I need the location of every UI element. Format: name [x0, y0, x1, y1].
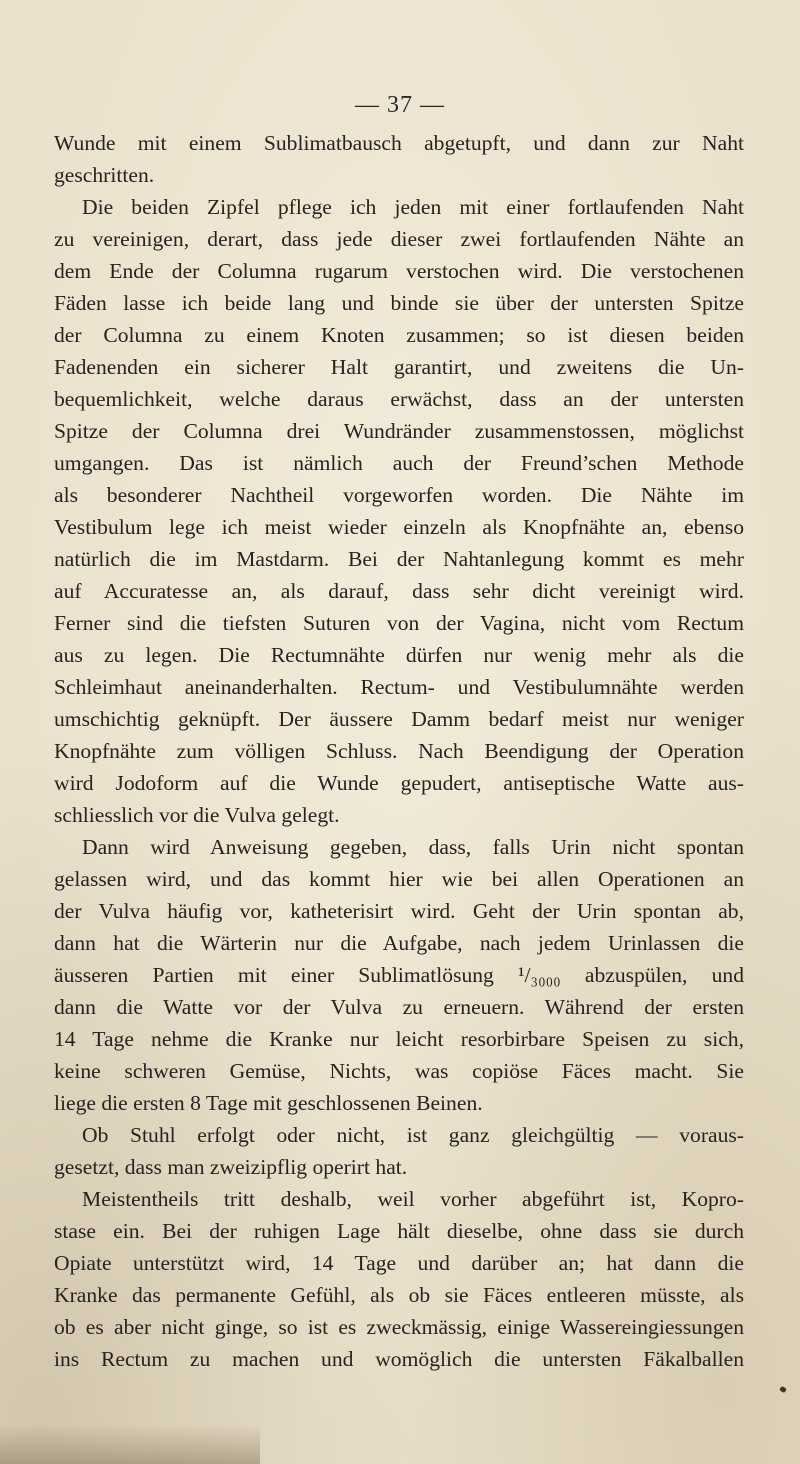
- text-line: liege die ersten 8 Tage mit geschlossenen Beinen.: [54, 1091, 483, 1115]
- text-line: Wunde mit einem Sublimatbausch abgetupft, und dann zur Naht: [54, 131, 744, 155]
- text-line: Meistentheils tritt deshalb, weil vorher abgeführt ist, Kopro-: [82, 1187, 744, 1211]
- text-line: ins Rectum zu machen und womöglich die untersten Fäkalballen: [54, 1347, 744, 1371]
- text-line: Opiate unterstützt wird, 14 Tage und darüber an; hat dann die: [54, 1251, 744, 1275]
- text-line: natürlich die im Mastdarm. Bei der Nahtanlegung kommt es mehr: [54, 547, 744, 571]
- text-line: Ferner sind die tiefsten Suturen von der Vagina, nicht vom Rectum: [54, 611, 744, 635]
- text-line: Dann wird Anweisung gegeben, dass, falls Urin nicht spontan: [82, 835, 744, 859]
- text-line: gelassen wird, und das kommt hier wie bei allen Operationen an: [54, 867, 744, 891]
- text-line: Fäden lasse ich beide lang und binde sie über der untersten Spitze: [54, 291, 744, 315]
- text-line: umgangen. Das ist nämlich auch der Freund’schen Methode: [54, 451, 744, 475]
- text-line: zu vereinigen, derart, dass jede dieser zwei fortlaufenden Nähte an: [54, 227, 744, 251]
- text-line: dann hat die Wärterin nur die Aufgabe, nach jedem Urinlassen die: [54, 931, 744, 955]
- text-line: geschritten.: [54, 163, 155, 187]
- page-corner-shadow: [0, 1424, 260, 1464]
- text-line: gesetzt, dass man zweizipflig operirt hat.: [54, 1155, 408, 1179]
- text-line: der Columna zu einem Knoten zusammen; so ist diesen beiden: [54, 323, 744, 347]
- text-line: äusseren Partien mit einer Sublimatlösung ¹/₃₀₀₀ abzuspülen, und: [54, 963, 744, 987]
- text-line: schliesslich vor die Vulva gelegt.: [54, 803, 340, 827]
- text-line: keine schweren Gemüse, Nichts, was copiöse Fäces macht. Sie: [54, 1059, 744, 1083]
- text-line: ob es aber nicht ginge, so ist es zweckmässig, einige Wassereingiessungen: [54, 1315, 744, 1339]
- text-line: wird Jodoform auf die Wunde gepudert, antiseptische Watte aus-: [54, 771, 744, 795]
- body-text: [54, 127, 744, 1375]
- text-line: Die beiden Zipfel pflege ich jeden mit einer fortlaufenden Naht: [82, 195, 744, 219]
- text-line: Ob Stuhl erfolgt oder nicht, ist ganz gleichgültig — voraus-: [82, 1123, 744, 1147]
- text-line: Fadenenden ein sicherer Halt garantirt, und zweitens die Un-: [54, 355, 744, 379]
- text-line: Spitze der Columna drei Wundränder zusammenstossen, möglichst: [54, 419, 744, 443]
- page-number-header: — 37 —: [355, 92, 445, 118]
- text-line: Knopfnähte zum völligen Schluss. Nach Beendigung der Operation: [54, 739, 744, 763]
- text-line: der Vulva häufig vor, katheterisirt wird. Geht der Urin spontan ab,: [54, 899, 744, 923]
- text-line: Kranke das permanente Gefühl, als ob sie Fäces entleeren müsste, als: [54, 1283, 744, 1307]
- text-line: Vestibulum lege ich meist wieder einzeln als Knopfnähte an, ebenso: [54, 515, 744, 539]
- text-line: 14 Tage nehme die Kranke nur leicht resorbirbare Speisen zu sich,: [54, 1027, 744, 1051]
- text-line: umschichtig geknüpft. Der äussere Damm bedarf meist nur weniger: [54, 707, 744, 731]
- ink-mark: [779, 1386, 787, 1393]
- text-line: dann die Watte vor der Vulva zu erneuern. Während der ersten: [54, 995, 744, 1019]
- text-line: Schleimhaut aneinanderhalten. Rectum- und Vestibulumnähte werden: [54, 675, 744, 699]
- text-line: auf Accuratesse an, als darauf, dass sehr dicht vereinigt wird.: [54, 579, 744, 603]
- text-line: stase ein. Bei der ruhigen Lage hält dieselbe, ohne dass sie durch: [54, 1219, 744, 1243]
- text-line: dem Ende der Columna rugarum verstochen wird. Die verstochenen: [54, 259, 744, 283]
- text-line: bequemlichkeit, welche daraus erwächst, dass an der untersten: [54, 387, 744, 411]
- text-line: aus zu legen. Die Rectumnähte dürfen nur wenig mehr als die: [54, 643, 744, 667]
- text-line: als besonderer Nachtheil vorgeworfen worden. Die Nähte im: [54, 483, 744, 507]
